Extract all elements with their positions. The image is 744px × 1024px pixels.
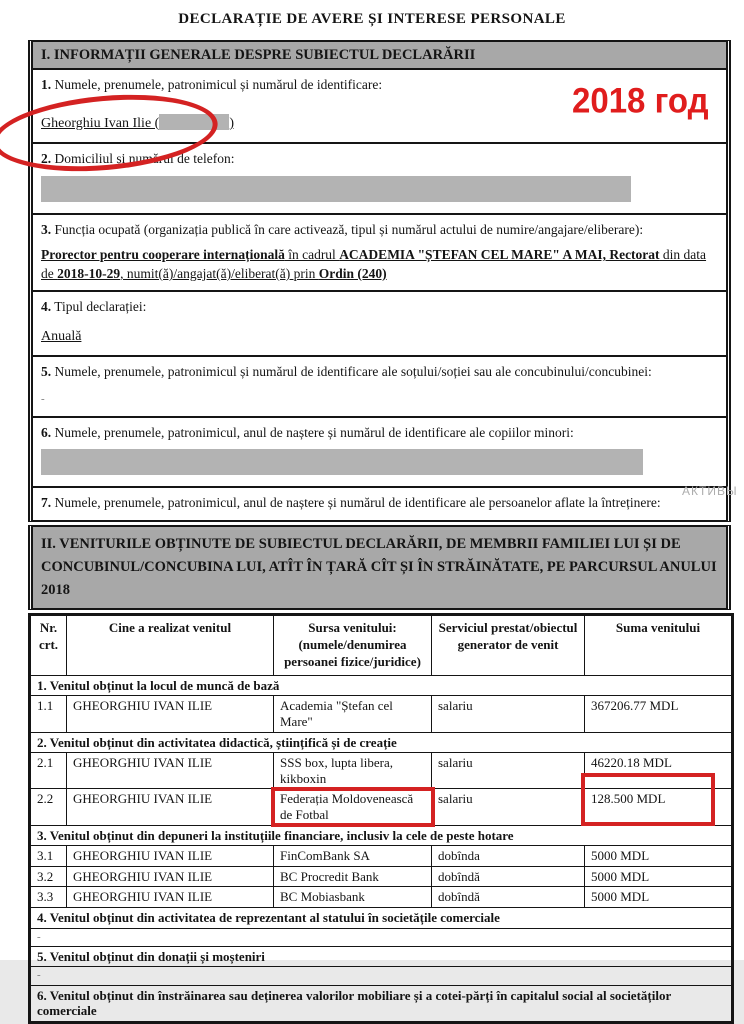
table-cell: salariu <box>432 696 585 732</box>
column-header: Serviciul prestat/obiectul generator de venit <box>432 615 585 676</box>
table-cell: SSS box, lupta libera, kikboxin <box>274 753 432 789</box>
redacted-address-bar <box>41 176 631 202</box>
table-cell: salariu <box>432 789 585 825</box>
field-minor-children <box>33 416 726 487</box>
table-cell: 367206.77 MDL <box>585 696 733 732</box>
field-number: 6. <box>41 424 52 440</box>
table-cell: BC Mobiasbank <box>274 887 432 908</box>
table-cell: 5000 MDL <box>585 846 733 867</box>
table-cell: 2.2 <box>30 789 67 825</box>
column-header: Sursa venitului: (numele/denumirea persoanei fizice/juridice) <box>274 615 432 676</box>
table-cell: 5000 MDL <box>585 887 733 908</box>
table-cell: dobînda <box>432 846 585 867</box>
section2-header: II. VENITURILE OBȚINUTE DE SUBIECTUL DECLARĂRII, DE MEMBRII FAMILIEI LUI ȘI DE CONCUBINUL/CONCUBINA LUI, ATÎT ÎN ȚARĂ CÎT ȘI ÎN STRĂINĂTATE, PE PARCURSUL ANULUI 2018 <box>33 527 726 609</box>
highlighted-amount-cell: 128.500 MDL <box>585 789 733 825</box>
income-table-body <box>30 615 733 1023</box>
spouse-empty-value: - <box>41 393 45 406</box>
table-data-row <box>30 846 733 867</box>
year-stamp: 2018 год <box>572 80 709 120</box>
field-dependents <box>33 486 726 520</box>
field-label: 6. Numele, prenumele, patronimicul, anul de naștere și numărul de identificare ale copiilor minori: <box>41 424 574 440</box>
table-cell: BC Procredit Bank <box>274 866 432 887</box>
table-header-row <box>30 615 733 676</box>
table-data-row <box>30 753 733 789</box>
redacted-children-bar <box>41 449 643 475</box>
empty-value: - <box>30 928 733 946</box>
field-label: 1. Numele, prenumele, patronimicul și numărul de identificare: <box>41 77 383 93</box>
highlighted-source-cell: Federația Moldovenească de Fotbal <box>274 789 432 825</box>
table-section-label: 2. Venitul obținut din activitatea didactică, științifică și de creație <box>30 732 733 753</box>
field-address-phone <box>33 142 726 214</box>
table-cell: GHEORGHIU IVAN ILIE <box>67 789 274 825</box>
table-cell: dobîndă <box>432 887 585 908</box>
column-header: Nr. crt. <box>30 615 67 676</box>
redacted-id-box <box>159 114 229 130</box>
table-cell: 3.1 <box>30 846 67 867</box>
column-header: Suma venitului <box>585 615 733 676</box>
table-data-row <box>30 887 733 908</box>
table-cell: 3.3 <box>30 887 67 908</box>
table-section-row <box>30 675 733 696</box>
field-spouse <box>33 355 726 416</box>
table-cell: salariu <box>432 753 585 789</box>
table-cell: 46220.18 MDL <box>585 753 733 789</box>
table-section-row <box>30 985 733 1022</box>
table-data-row <box>30 789 733 825</box>
document-title: DECLARAȚIE DE AVERE ȘI INTERESE PERSONALE <box>178 11 566 27</box>
table-cell: GHEORGHIU IVAN ILIE <box>67 887 274 908</box>
site-watermark: АКТИВЫ <box>682 484 738 498</box>
table-cell: dobîndă <box>432 866 585 887</box>
table-section-row <box>30 732 733 753</box>
function-value: Prorector pentru cooperare internațională în cadrul ACADEMIA "ȘTEFAN CEL MARE" A MAI, Rectorat din data de 2018-10-29, numit(ă)/angajat(ă)/eliberat(ă) prin Ordin (240) <box>41 246 707 281</box>
table-cell: GHEORGHIU IVAN ILIE <box>67 753 274 789</box>
table-data-row <box>30 696 733 732</box>
field-number: 7. <box>41 495 52 511</box>
field-label: 3. Funcția ocupată (organizația publică în care activează, tipul și numărul actului de numire/angajare/eliberare): <box>41 222 644 238</box>
table-cell: 1.1 <box>30 696 67 732</box>
field-number: 5. <box>41 363 52 379</box>
table-cell: 3.2 <box>30 866 67 887</box>
field-declaration-type <box>33 290 726 355</box>
table-section-row <box>30 825 733 846</box>
table-cell: 5000 MDL <box>585 866 733 887</box>
section-income <box>28 525 731 611</box>
field-label: 2. Domiciliul și numărul de telefon: <box>41 150 235 166</box>
field-number: 4. <box>41 298 52 314</box>
field-label: 5. Numele, prenumele, patronimicul și numărul de identificare ale soțului/soției sau ale concubinului/concubinei: <box>41 363 652 379</box>
name-value: Gheorghiu Ivan Ilie ( ) <box>41 115 234 131</box>
table-section-row <box>30 907 733 928</box>
table-cell: GHEORGHIU IVAN ILIE <box>67 866 274 887</box>
table-section-label: 1. Venitul obținut la locul de muncă de bază <box>30 675 733 696</box>
field-number: 3. <box>41 222 52 238</box>
table-section-label: 6. Venitul obținut din înstrăinarea sau deținerea valorilor mobiliare și a cotei-părți în capitalul social al societăților comerciale <box>30 985 733 1022</box>
table-section-label: 4. Venitul obținut din activitatea de reprezentant al statului în societățile comerciale <box>30 907 733 928</box>
table-cell: GHEORGHIU IVAN ILIE <box>67 846 274 867</box>
section1-header: I. INFORMAȚII GENERALE DESPRE SUBIECTUL DECLARĂRII <box>33 42 726 70</box>
declaration-type-value: Anuală <box>41 328 82 344</box>
column-header: Cine a realizat venitul <box>67 615 274 676</box>
table-cell: 2.1 <box>30 753 67 789</box>
table-section-row <box>30 946 733 967</box>
table-empty-row <box>30 928 733 946</box>
table-empty-row <box>30 967 733 985</box>
field-function <box>33 213 726 290</box>
field-number: 2. <box>41 150 52 166</box>
income-table <box>28 613 734 1024</box>
table-section-label: 5. Venitul obținut din donații și moșteniri <box>30 946 733 967</box>
field-label: 7. Numele, prenumele, patronimicul, anul de naștere și numărul de identificare ale persoanelor aflate la întreținere: <box>41 495 661 511</box>
table-cell: GHEORGHIU IVAN ILIE <box>67 696 274 732</box>
empty-value: - <box>30 967 733 985</box>
field-number: 1. <box>41 77 52 93</box>
field-label: 4. Tipul declarației: <box>41 298 147 314</box>
table-cell: Academia "Ștefan cel Mare" <box>274 696 432 732</box>
table-section-label: 3. Venitul obținut din depuneri la instituțiile financiare, inclusiv la cele de peste hotare <box>30 825 733 846</box>
table-cell: FinComBank SA <box>274 846 432 867</box>
table-data-row <box>30 866 733 887</box>
